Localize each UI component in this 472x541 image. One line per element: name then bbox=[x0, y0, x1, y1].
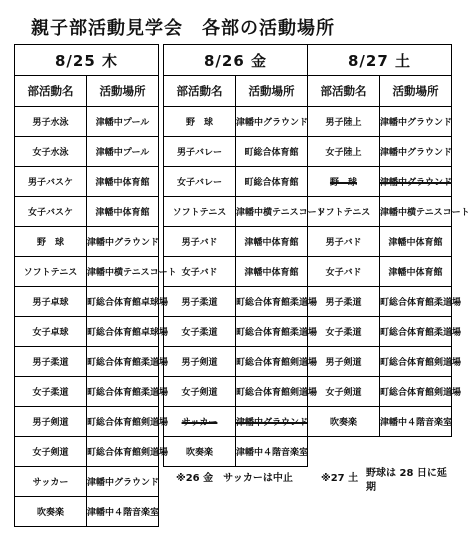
club-name bbox=[164, 137, 236, 167]
activity-place bbox=[87, 497, 159, 527]
date-header: 8/26 金 bbox=[164, 45, 308, 76]
club-name bbox=[15, 197, 87, 227]
table-row bbox=[15, 197, 159, 227]
club-name bbox=[164, 287, 236, 317]
club-name bbox=[308, 167, 380, 197]
club-name-text: 吹奏楽 bbox=[36, 508, 64, 518]
page-title: 親子部活動見学会 各部の活動場所 bbox=[31, 18, 335, 39]
note-day-3-mark: ※27 土 bbox=[321, 473, 359, 484]
club-name-text: 女子剣道 bbox=[32, 448, 69, 458]
club-name-text: 女子バレー bbox=[176, 178, 222, 188]
activity-place-text: 町総合体育館剣道場 bbox=[87, 418, 169, 428]
activity-place-text: 町総合体育館剣道場 bbox=[87, 448, 169, 458]
activity-place bbox=[236, 167, 308, 197]
table-row bbox=[308, 227, 452, 257]
table-row bbox=[308, 107, 452, 137]
club-name bbox=[308, 347, 380, 377]
club-name-text: 男子バド bbox=[181, 238, 218, 248]
table-row bbox=[15, 347, 159, 377]
activity-place-text: 津幡中グラウンド bbox=[87, 478, 160, 488]
club-column-header: 部活動名 bbox=[308, 76, 380, 107]
activity-place bbox=[87, 197, 159, 227]
club-name bbox=[15, 347, 87, 377]
activity-place-text: 町総合体育館柔道場 bbox=[87, 358, 169, 368]
activity-place-text: 津幡中横テニスコート bbox=[380, 208, 470, 218]
table-row bbox=[164, 347, 308, 377]
table-row bbox=[15, 407, 159, 437]
activity-place-text: 津幡中体育館 bbox=[244, 268, 299, 278]
activity-place bbox=[236, 227, 308, 257]
place-column-header: 活動場所 bbox=[87, 76, 159, 107]
activity-place bbox=[236, 107, 308, 137]
table-row bbox=[15, 257, 159, 287]
activity-place bbox=[87, 107, 159, 137]
activity-place-text: 町総合体育館卓球場 bbox=[87, 328, 169, 338]
club-name-text: 野 球 bbox=[329, 178, 357, 188]
note-day-3-text: 野球は 28 日に延期 bbox=[366, 468, 447, 493]
club-name bbox=[164, 227, 236, 257]
club-name bbox=[164, 257, 236, 287]
activity-place-text: 町総合体育館剣道場 bbox=[236, 388, 318, 398]
table-row bbox=[15, 437, 159, 467]
activity-place bbox=[236, 257, 308, 287]
activity-place bbox=[236, 137, 308, 167]
table-row bbox=[15, 107, 159, 137]
activity-place bbox=[380, 287, 462, 317]
activity-place bbox=[380, 407, 452, 437]
club-name bbox=[308, 227, 380, 257]
club-name-text: 男子卓球 bbox=[32, 298, 69, 308]
activity-place-text: 津幡中横テニスコート bbox=[87, 268, 177, 278]
club-name bbox=[164, 347, 236, 377]
table-row bbox=[308, 407, 452, 437]
club-name bbox=[15, 257, 87, 287]
club-name-text: 女子バスケ bbox=[27, 208, 73, 218]
club-name bbox=[15, 497, 87, 527]
activity-place-text: 津幡中グラウンド bbox=[236, 118, 309, 128]
activity-place bbox=[87, 377, 169, 407]
activity-place bbox=[380, 227, 452, 257]
club-name bbox=[308, 317, 380, 347]
club-name-text: 女子柔道 bbox=[181, 328, 218, 338]
club-name-text: 女子水泳 bbox=[32, 148, 69, 158]
club-name-text: 吹奏楽 bbox=[329, 418, 357, 428]
activity-place-text: 津幡中体育館 bbox=[388, 268, 443, 278]
activity-place bbox=[236, 287, 318, 317]
activity-place bbox=[380, 377, 462, 407]
club-name-text: 男子バスケ bbox=[27, 178, 73, 188]
club-name bbox=[164, 317, 236, 347]
table-row bbox=[15, 287, 159, 317]
schedule-day-2 bbox=[163, 44, 326, 467]
table-row bbox=[15, 497, 159, 527]
activity-place bbox=[380, 137, 452, 167]
activity-place-text: 町総合体育館柔道場 bbox=[87, 388, 169, 398]
table-row-cancelled bbox=[308, 167, 452, 197]
club-name bbox=[15, 407, 87, 437]
date-header: 8/25 木 bbox=[15, 45, 159, 76]
club-name bbox=[308, 377, 380, 407]
club-name-text: 女子卓球 bbox=[32, 328, 69, 338]
activity-place bbox=[236, 317, 318, 347]
activity-place-text: 津幡中グラウンド bbox=[87, 238, 160, 248]
activity-place bbox=[380, 317, 462, 347]
activity-place-text: 町総合体育館柔道場 bbox=[380, 298, 462, 308]
club-name-text: 女子バド bbox=[181, 268, 218, 278]
club-name-text: 男子剣道 bbox=[325, 358, 362, 368]
schedule-day-1 bbox=[14, 44, 177, 527]
club-name bbox=[164, 377, 236, 407]
schedule-day-3 bbox=[307, 44, 470, 437]
activity-place bbox=[236, 197, 326, 227]
table-row bbox=[164, 317, 308, 347]
schedule-table bbox=[14, 44, 177, 527]
club-name bbox=[308, 407, 380, 437]
club-name bbox=[15, 437, 87, 467]
activity-place-text: 津幡中体育館 bbox=[388, 238, 443, 248]
date-header: 8/27 土 bbox=[308, 45, 452, 76]
table-row bbox=[164, 137, 308, 167]
club-name-text: 女子バド bbox=[325, 268, 362, 278]
club-name-text: ソフトテニス bbox=[316, 208, 371, 218]
table-row bbox=[164, 197, 308, 227]
table-row bbox=[164, 437, 308, 467]
club-name-text: 男子バド bbox=[325, 238, 362, 248]
table-row bbox=[15, 167, 159, 197]
club-name bbox=[15, 377, 87, 407]
activity-place bbox=[87, 317, 169, 347]
activity-place-text: 津幡中プール bbox=[95, 148, 150, 158]
activity-place-text: 津幡中４階音楽室 bbox=[236, 448, 309, 458]
club-name-text: ソフトテニス bbox=[23, 268, 78, 278]
table-row bbox=[15, 317, 159, 347]
club-name-text: 女子剣道 bbox=[325, 388, 362, 398]
club-name bbox=[15, 137, 87, 167]
club-name-text: 男子柔道 bbox=[32, 358, 69, 368]
club-name-text: サッカー bbox=[32, 478, 69, 488]
club-name bbox=[15, 107, 87, 137]
activity-place bbox=[236, 377, 318, 407]
activity-place-text: 町総合体育館 bbox=[244, 148, 299, 158]
activity-place bbox=[87, 347, 169, 377]
activity-place-text: 町総合体育館剣道場 bbox=[236, 358, 318, 368]
table-row bbox=[15, 137, 159, 167]
activity-place-text: 町総合体育館柔道場 bbox=[236, 328, 318, 338]
club-name bbox=[164, 437, 236, 467]
activity-place bbox=[87, 437, 169, 467]
activity-place bbox=[87, 257, 177, 287]
activity-place-text: 町総合体育館剣道場 bbox=[380, 358, 462, 368]
activity-place-text: 津幡中４階音楽室 bbox=[87, 508, 160, 518]
activity-place-text: 津幡中４階音楽室 bbox=[380, 418, 453, 428]
club-name-text: 吹奏楽 bbox=[185, 448, 213, 458]
table-row bbox=[308, 137, 452, 167]
table-row-cancelled bbox=[164, 407, 308, 437]
activity-place-text: 町総合体育館剣道場 bbox=[380, 388, 462, 398]
club-name bbox=[308, 257, 380, 287]
table-row bbox=[308, 287, 452, 317]
activity-place bbox=[380, 347, 462, 377]
club-name bbox=[164, 407, 236, 437]
club-name bbox=[15, 167, 87, 197]
schedule-table bbox=[163, 44, 326, 467]
activity-place-text: 津幡中グラウンド bbox=[380, 118, 453, 128]
activity-place bbox=[87, 287, 169, 317]
activity-place bbox=[87, 227, 159, 257]
table-row bbox=[164, 377, 308, 407]
table-row bbox=[308, 197, 452, 227]
club-name-text: 男子陸上 bbox=[325, 118, 362, 128]
club-name-text: 男子水泳 bbox=[32, 118, 69, 128]
club-name-text: 女子剣道 bbox=[181, 388, 218, 398]
club-name bbox=[15, 467, 87, 497]
club-name-text: サッカー bbox=[181, 418, 218, 428]
table-row bbox=[164, 227, 308, 257]
club-name-text: 女子柔道 bbox=[325, 328, 362, 338]
activity-place bbox=[380, 167, 452, 197]
activity-place-text: 町総合体育館柔道場 bbox=[380, 328, 462, 338]
activity-place-text: 町総合体育館柔道場 bbox=[236, 298, 318, 308]
table-row bbox=[164, 287, 308, 317]
club-column-header: 部活動名 bbox=[15, 76, 87, 107]
activity-place bbox=[87, 407, 169, 437]
note-day-2: ※26 金 サッカーは中止 bbox=[176, 473, 293, 484]
club-name-text: 野 球 bbox=[185, 118, 213, 128]
schedule-table bbox=[307, 44, 470, 437]
club-name-text: 男子柔道 bbox=[181, 298, 218, 308]
club-name-text: 女子柔道 bbox=[32, 388, 69, 398]
activity-place bbox=[380, 107, 452, 137]
place-column-header: 活動場所 bbox=[380, 76, 452, 107]
activity-place bbox=[236, 347, 318, 377]
activity-place-text: 町総合体育館 bbox=[244, 178, 299, 188]
activity-place-text: 津幡中グラウンド bbox=[380, 148, 453, 158]
club-name bbox=[15, 287, 87, 317]
club-name-text: 男子柔道 bbox=[325, 298, 362, 308]
table-row bbox=[15, 467, 159, 497]
activity-place bbox=[236, 437, 308, 467]
club-name bbox=[164, 107, 236, 137]
table-row bbox=[308, 257, 452, 287]
activity-place-text: 津幡中グラウンド bbox=[380, 178, 453, 188]
activity-place-text: 津幡中体育館 bbox=[95, 208, 150, 218]
club-name bbox=[164, 197, 236, 227]
club-column-header: 部活動名 bbox=[164, 76, 236, 107]
activity-place bbox=[236, 407, 308, 437]
club-name bbox=[15, 317, 87, 347]
club-name bbox=[308, 197, 380, 227]
activity-place bbox=[87, 467, 159, 497]
activity-place bbox=[380, 257, 452, 287]
club-name-text: 男子バレー bbox=[176, 148, 222, 158]
table-row bbox=[308, 377, 452, 407]
club-name-text: 野 球 bbox=[36, 238, 64, 248]
activity-place bbox=[87, 167, 159, 197]
club-name bbox=[308, 137, 380, 167]
club-name bbox=[308, 287, 380, 317]
table-row bbox=[164, 167, 308, 197]
activity-place bbox=[380, 197, 470, 227]
activity-place-text: 津幡中プール bbox=[95, 118, 150, 128]
table-row bbox=[164, 257, 308, 287]
place-column-header: 活動場所 bbox=[236, 76, 308, 107]
table-row bbox=[308, 317, 452, 347]
table-row bbox=[15, 377, 159, 407]
activity-place-text: 津幡中横テニスコート bbox=[236, 208, 326, 218]
table-row bbox=[308, 347, 452, 377]
activity-place-text: 町総合体育館卓球場 bbox=[87, 298, 169, 308]
club-name bbox=[15, 227, 87, 257]
club-name-text: ソフトテニス bbox=[172, 208, 227, 218]
club-name-text: 女子陸上 bbox=[325, 148, 362, 158]
activity-place bbox=[87, 137, 159, 167]
club-name-text: 男子剣道 bbox=[181, 358, 218, 368]
club-name-text: 男子剣道 bbox=[32, 418, 69, 428]
activity-place-text: 津幡中体育館 bbox=[95, 178, 150, 188]
club-name bbox=[308, 107, 380, 137]
table-row bbox=[164, 107, 308, 137]
table-row bbox=[15, 227, 159, 257]
club-name bbox=[164, 167, 236, 197]
activity-place-text: 津幡中体育館 bbox=[244, 238, 299, 248]
activity-place-text: 津幡中グラウンド bbox=[236, 418, 309, 428]
